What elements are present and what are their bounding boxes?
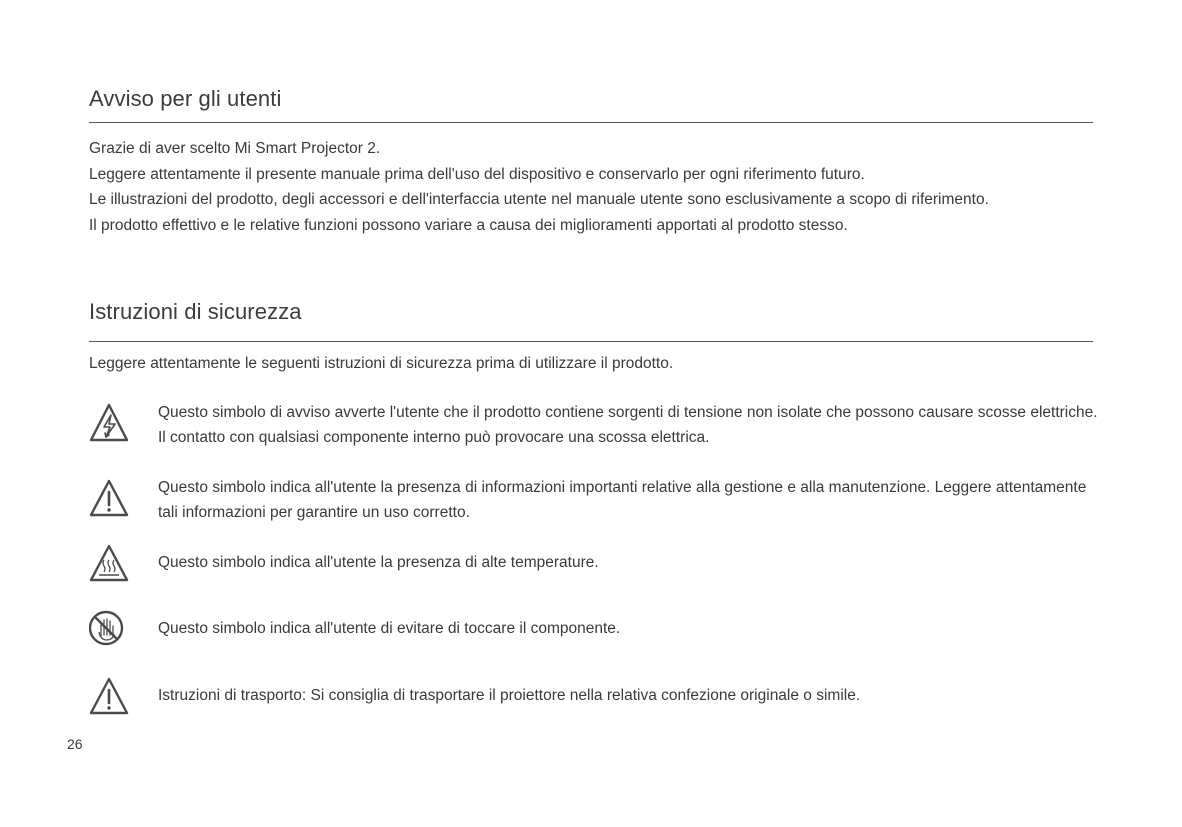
transport-warning-icon <box>89 676 129 716</box>
notice-line: Le illustrazioni del prodotto, degli accessori e dell'interfaccia utente nel manuale utente sono esclusivamente a scopo di riferimento. <box>89 191 989 208</box>
notice-text <box>89 136 1099 238</box>
notice-title: Avviso per gli utenti <box>89 86 282 111</box>
symbol-text: Istruzioni di trasporto: Si consiglia di trasportare il proiettore nella relativa confezione originale o simile. <box>158 687 861 704</box>
safety-divider <box>89 341 1093 342</box>
electric-shock-warning-icon <box>89 402 129 442</box>
hot-surface-warning-icon <box>89 543 129 583</box>
do-not-touch-icon <box>89 610 129 650</box>
symbol-text: Questo simbolo indica all'utente di evitare di toccare il componente. <box>158 620 621 637</box>
notice-line: Grazie di aver scelto Mi Smart Projector 2. <box>89 140 381 157</box>
symbol-text: Questo simbolo indica all'utente la presenza di informazioni importanti relative alla gestione e alla manutenzione. Leggere attentamente tali informazioni per garantire un uso corretto. <box>158 479 1087 521</box>
symbol-text: Questo simbolo di avviso avverte l'utente che il prodotto contiene sorgenti di tensione non isolate che possono causare scosse elettriche. Il contatto con qualsiasi componente interno può provocare una scossa elettrica. <box>158 404 1098 446</box>
page-number: 26 <box>67 736 83 752</box>
notice-line: Leggere attentamente il presente manuale prima dell'uso del dispositivo e conservarlo per ogni riferimento futuro. <box>89 165 865 183</box>
safety-intro: Leggere attentamente le seguenti istruzioni di sicurezza prima di utilizzare il prodotto. <box>89 355 674 372</box>
notice-divider <box>89 122 1093 123</box>
caution-warning-icon <box>89 478 129 518</box>
safety-title: Istruzioni di sicurezza <box>89 299 302 324</box>
notice-line: Il prodotto effettivo e le relative funzioni possono variare a causa dei miglioramenti apportati al prodotto stesso. <box>89 216 848 234</box>
symbol-text: Questo simbolo indica all'utente la presenza di alte temperature. <box>158 554 599 571</box>
